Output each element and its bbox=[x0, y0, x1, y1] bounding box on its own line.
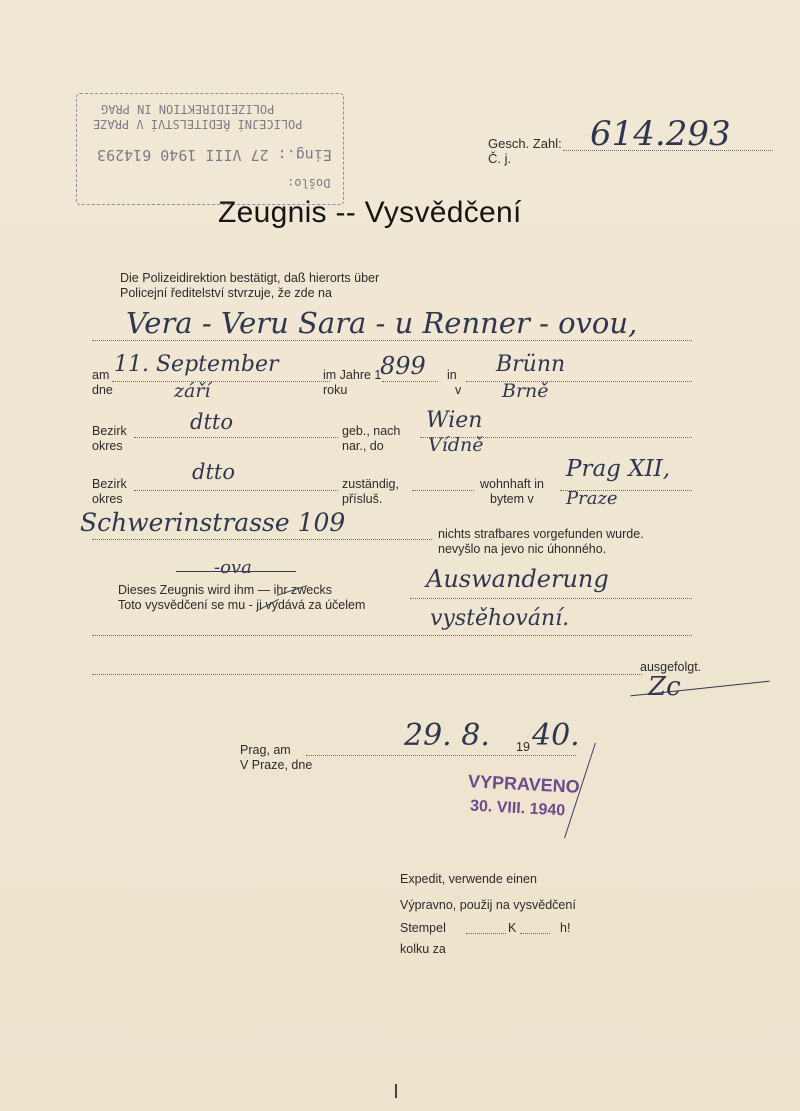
sent-stamp-line-2: 30. VIII. 1940 bbox=[469, 797, 566, 820]
label-okres-1: okres bbox=[92, 439, 123, 453]
person-name: Vera - Veru Sara - u Renner - ovou, bbox=[126, 306, 638, 340]
sent-stamp-line-1: VYPRAVENO bbox=[467, 771, 581, 797]
name-suffix: -ova bbox=[214, 557, 252, 578]
case-label-de: Gesch. Zahl: bbox=[488, 136, 562, 151]
case-label-cz: Č. j. bbox=[488, 151, 512, 166]
label-nar: nar., do bbox=[342, 439, 384, 453]
label-zustandig: zuständig, bbox=[342, 477, 399, 491]
label-prislus: přísluš. bbox=[342, 492, 383, 506]
purpose-value-de: Auswanderung bbox=[426, 565, 609, 593]
label-bezirk-1: Bezirk bbox=[92, 424, 127, 438]
district2-value: dtto bbox=[192, 460, 235, 484]
label-am: am bbox=[92, 368, 110, 382]
label-geb: geb., nach bbox=[342, 424, 401, 438]
district2-city-de: Prag XII, bbox=[566, 456, 671, 482]
stamp-line-3 bbox=[97, 146, 332, 164]
label-dne: dne bbox=[92, 383, 113, 397]
case-number: 614.293 bbox=[590, 114, 731, 154]
footer-stempel: Stempel bbox=[400, 921, 446, 935]
purpose-line-de: Dieses Zeugnis wird ihm — ihr zwecks bbox=[118, 583, 332, 597]
place-cz: V Praze, dne bbox=[240, 758, 313, 772]
stamp-line-1: POLIZEIDIREKTION IN PRAG bbox=[101, 102, 275, 116]
document-title: Zeugnis -- Vysvědčení bbox=[218, 196, 522, 229]
district2-city-cz: Praze bbox=[566, 488, 618, 509]
birth-day-month: 11. September bbox=[114, 352, 279, 377]
date-year-print: 19 bbox=[516, 740, 530, 754]
label-okres-2: okres bbox=[92, 492, 123, 506]
purpose-value-cz: vystěhování. bbox=[430, 606, 570, 631]
birth-month-cz: září bbox=[174, 380, 211, 402]
date-year-hand: 40. bbox=[532, 718, 580, 753]
stamp-date: 27 VIII 1940 bbox=[160, 146, 269, 164]
birth-place-cz: Brně bbox=[502, 380, 549, 402]
purpose-line-cz: Toto vysvědčení se mu - ji vydává za účelem bbox=[118, 598, 366, 612]
intro-cz: Policejní ředitelství stvrzuje, že zde na bbox=[120, 286, 332, 300]
address-value: Schwerinstrasse 109 bbox=[80, 508, 346, 537]
label-bytem: bytem v bbox=[490, 492, 534, 506]
edge-mark bbox=[395, 1084, 397, 1098]
district1-value: dtto bbox=[190, 410, 233, 434]
footer-kolku: kolku za bbox=[400, 942, 446, 956]
label-roku: roku bbox=[323, 383, 348, 397]
label-bezirk-2: Bezirk bbox=[92, 477, 127, 491]
result-cz: nevyšlo na jevo nic úhonného. bbox=[438, 542, 607, 556]
stamp-line-2: POLICEJNÍ ŘEDITELSTVÍ V PRAZE bbox=[93, 117, 303, 131]
intro-de: Die Polizeidirektion bestätigt, daß hierorts über bbox=[120, 271, 380, 285]
footer-k: K bbox=[508, 921, 517, 935]
stamp-line-4: Došlo: bbox=[287, 176, 331, 190]
label-wohnhaft: wohnhaft in bbox=[480, 477, 544, 491]
reception-stamp bbox=[76, 93, 344, 205]
stamp-number: 614293 bbox=[97, 146, 152, 164]
place-de: Prag, am bbox=[240, 743, 291, 757]
stamp-prefix: Eing.: bbox=[277, 146, 332, 164]
date-hand: 29. 8. bbox=[404, 718, 490, 753]
footer-line-1: Expedit, verwende einen bbox=[400, 872, 537, 886]
district1-to-cz: Vídně bbox=[428, 434, 484, 456]
label-v: v bbox=[455, 383, 462, 397]
footer-line-2: Výpravno, použij na vysvědčení bbox=[400, 898, 576, 912]
birth-year: 899 bbox=[380, 352, 426, 380]
issued-initials: Zc bbox=[648, 672, 681, 702]
issued-label: ausgefolgt. bbox=[640, 660, 702, 674]
label-im-jahre: im Jahre 1 bbox=[323, 368, 382, 382]
birth-place-de: Brünn bbox=[496, 352, 566, 377]
footer-h: h! bbox=[560, 921, 571, 935]
result-de: nichts strafbares vorgefunden wurde. bbox=[438, 527, 644, 541]
district1-to-de: Wien bbox=[426, 408, 483, 433]
suffix-line bbox=[176, 571, 296, 572]
label-in: in bbox=[447, 368, 457, 382]
